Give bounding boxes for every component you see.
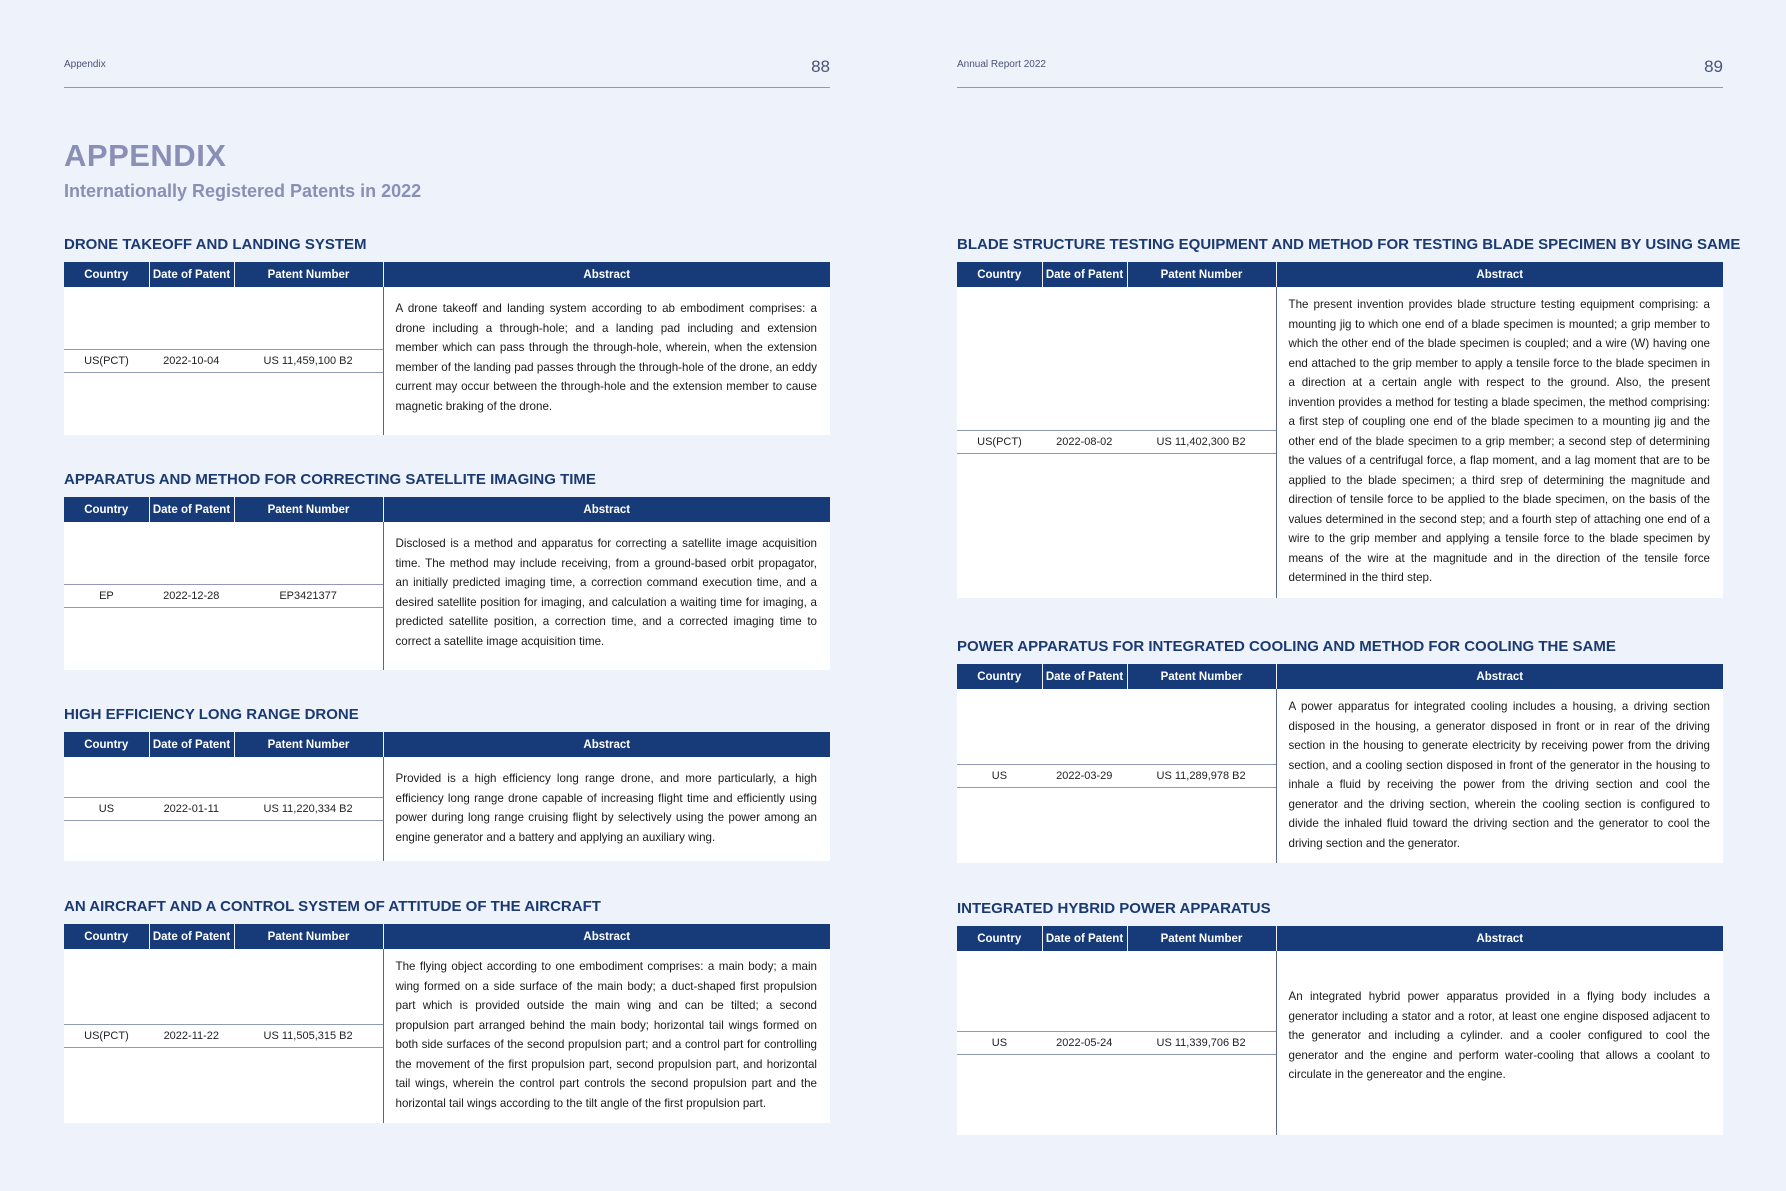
header-abstract: Abstract [383, 732, 830, 757]
patent-title: BLADE STRUCTURE TESTING EQUIPMENT AND METHOD FOR TESTING BLADE SPECIMEN BY USING SAME [957, 236, 1741, 253]
patent-title: DRONE TAKEOFF AND LANDING SYSTEM [64, 236, 367, 253]
patent-date: 2022-05-24 [1056, 1037, 1113, 1049]
header-date: Date of Patent [149, 924, 234, 949]
header-number: Patent Number [1127, 262, 1276, 287]
running-label: Appendix [64, 59, 106, 70]
patent-date: 2022-12-28 [163, 590, 220, 602]
patent-number: US 11,339,706 B2 [1156, 1037, 1246, 1049]
patent-section [64, 234, 830, 435]
patent-number: US 11,289,978 B2 [1156, 770, 1246, 782]
patent-info-cell [64, 949, 383, 1123]
header-abstract: Abstract [383, 924, 830, 949]
patent-info-cell [957, 951, 1276, 1135]
left-page [64, 0, 830, 1191]
header-number: Patent Number [1127, 926, 1276, 951]
header-country: Country [64, 924, 149, 949]
patent-number: US 11,402,300 B2 [1156, 436, 1246, 449]
table-header-row [957, 664, 1723, 689]
table-header-row [64, 732, 830, 757]
patent-number: US 11,505,315 B2 [263, 1030, 353, 1042]
patent-date: 2022-01-11 [163, 803, 220, 815]
header-number: Patent Number [1127, 664, 1276, 689]
patent-title: AN AIRCRAFT AND A CONTROL SYSTEM OF ATTITUDE OF THE AIRCRAFT [64, 898, 601, 915]
table-header-row [957, 262, 1723, 287]
patent-country: US [98, 803, 115, 815]
table-row [64, 522, 830, 670]
page-title: APPENDIX [64, 138, 227, 173]
patent-date: 2022-11-22 [163, 1030, 220, 1042]
patent-abstract: The flying object according to one embodiment comprises: a main body; a main wing formed on a side surface of the main body; a duct-shaped first propulsion part which is provided outside the main wing and can be tilted; a second propulsion part arranged behind the main body; horizontal tail wings formed on both side surfaces of the second propulsion part; and a control part for controlling the movement of the first propulsion part, second propulsion part, and horizontal tail wings, wherein the control part controls the second propulsion part and the horizontal tail wings according to the tilt angle of the first propulsion part. [383, 949, 830, 1123]
table-row [957, 287, 1723, 598]
table-header-row [957, 926, 1723, 951]
patent-number: US 11,459,100 B2 [263, 355, 353, 367]
patent-info-cell [64, 757, 383, 861]
header-number: Patent Number [234, 262, 383, 287]
patent-table [957, 664, 1723, 863]
header-number: Patent Number [234, 497, 383, 522]
patent-country: EP [99, 590, 114, 602]
patent-abstract: A power apparatus for integrated cooling includes a housing, a driving section disposed in the housing, a generator disposed in front or in rear of the driving section in the housing to generate electricity by receiving power from the driving section, and a cooling section disposed in front of the generator in the housing to inhale a fluid by receiving the power from the driving section and cool the generator and the driving section, wherein the cooling section is configured to divide the inhaled fluid toward the driving section and the generator to cool the driving section and the generator. [1276, 689, 1723, 863]
patent-table [64, 732, 830, 861]
patent-country: US(PCT) [977, 436, 1022, 449]
patent-abstract: A drone takeoff and landing system according to ab embodiment comprises: a drone including a through-hole; and a landing pad including and extension member which can pass through the through-hole, wherein, when the extension member of the landing pad passes through the through-hole of the drone, an eddy current may occur between the through-hole and the extension member to cause magnetic braking of the drone. [383, 287, 830, 435]
left-running-header [64, 57, 830, 88]
header-date: Date of Patent [1042, 262, 1127, 287]
header-number: Patent Number [234, 924, 383, 949]
header-country: Country [957, 664, 1042, 689]
header-abstract: Abstract [1276, 262, 1723, 287]
page-subtitle: Internationally Registered Patents in 2022 [64, 181, 422, 201]
patent-abstract: An integrated hybrid power apparatus provided in a flying body includes a generator including a stator and a rotor, at least one engine disposed adjacent to the generator and including a cylinder. and a cooler configured to cool the generator and the engine and perform water-cooling that allows a coolant to circulate in the genereator and the engine. [1276, 951, 1723, 1135]
page-number: 89 [1704, 57, 1723, 76]
patent-info-cell [64, 522, 383, 670]
patent-table [957, 262, 1723, 598]
table-header-row [64, 497, 830, 522]
patent-title: APPARATUS AND METHOD FOR CORRECTING SATELLITE IMAGING TIME [64, 471, 596, 488]
table-row [64, 757, 830, 861]
patent-section [64, 704, 830, 861]
table-row [957, 951, 1723, 1135]
patent-section [64, 896, 830, 1123]
header-country: Country [64, 497, 149, 522]
table-row [64, 949, 830, 1123]
patent-abstract: The present invention provides blade structure testing equipment comprising: a mounting jig to which one end of a blade specimen is mounted; a grip member to which the other end of the blade specimen is coupled; and a wire (W) having one end attached to the grip member to apply a tensile force to the blade specimen in a direction at a certain angle with respect to the ground. Also, the present invention provides a method for testing a blade specimen, the method comprising: a first step of coupling one end of the blade specimen to a mounting jig and the other end of the blade specimen to a grip member; a second step of determining the values of a centrifugal force, a flap moment, and a lag moment that are to be applied to the blade specimen; a third srep of determining the magnitude and direction of tensile force to be applied to the blade specimen, on the basis of the values determined in the second step; and a fourth step of attaching one end of a wire to the grip member and applying a tensile force to the blade specimen by means of the wire at the magnitude and in the direction of the tensile force determined in the third step. [1276, 287, 1723, 598]
header-abstract: Abstract [383, 262, 830, 287]
patent-section [957, 234, 1741, 598]
patent-number: US 11,220,334 B2 [263, 803, 353, 815]
patent-title: INTEGRATED HYBRID POWER APPARATUS [957, 900, 1271, 917]
patent-info-cell [64, 287, 383, 435]
patent-abstract: Disclosed is a method and apparatus for correcting a satellite image acquisition time. The method may include receiving, from a ground-based orbit propagator, an initially predicted imaging time, a correction command execution time, and a desired satellite position for imaging, and calculation a waiting time for imaging, a predicted satellite position, a correction time, and a corrected imaging time to correct a satellite image acquisition time. [383, 522, 830, 670]
header-date: Date of Patent [149, 497, 234, 522]
header-country: Country [64, 262, 149, 287]
patent-section [957, 898, 1723, 1135]
patent-country: US(PCT) [84, 355, 129, 367]
right-page [957, 0, 1741, 1191]
table-header-row [64, 924, 830, 949]
header-country: Country [957, 262, 1042, 287]
patent-info-cell [957, 689, 1276, 863]
patent-date: 2022-10-04 [163, 355, 220, 367]
patent-table [957, 926, 1723, 1135]
header-date: Date of Patent [1042, 926, 1127, 951]
patent-country: US [991, 1037, 1008, 1049]
patent-number: EP3421377 [279, 590, 337, 602]
patent-date: 2022-03-29 [1056, 770, 1113, 782]
header-abstract: Abstract [1276, 926, 1723, 951]
table-row [64, 287, 830, 435]
patent-table [64, 262, 830, 435]
patent-date: 2022-08-02 [1056, 436, 1113, 449]
patent-section [64, 469, 830, 670]
header-number: Patent Number [234, 732, 383, 757]
patent-title: HIGH EFFICIENCY LONG RANGE DRONE [64, 706, 359, 723]
header-date: Date of Patent [149, 732, 234, 757]
table-header-row [64, 262, 830, 287]
header-country: Country [957, 926, 1042, 951]
patent-table [64, 924, 830, 1123]
patent-country: US [991, 770, 1008, 782]
patent-country: US(PCT) [84, 1030, 129, 1042]
patent-info-cell [957, 287, 1276, 598]
right-running-header [957, 57, 1723, 88]
patent-title: POWER APPARATUS FOR INTEGRATED COOLING AND METHOD FOR COOLING THE SAME [957, 638, 1616, 655]
header-abstract: Abstract [1276, 664, 1723, 689]
header-country: Country [64, 732, 149, 757]
patent-table [64, 497, 830, 670]
patent-abstract: Provided is a high efficiency long range drone, and more particularly, a high efficiency long range drone capable of increasing flight time and efficiently using power during long range cruising flight by selectively using the power among an engine generator and a battery and applying an auxiliary wing. [383, 757, 830, 861]
header-date: Date of Patent [149, 262, 234, 287]
header-date: Date of Patent [1042, 664, 1127, 689]
patent-section [957, 636, 1723, 863]
header-abstract: Abstract [383, 497, 830, 522]
table-row [957, 689, 1723, 863]
page-number: 88 [811, 57, 830, 76]
running-label: Annual Report 2022 [957, 59, 1046, 70]
